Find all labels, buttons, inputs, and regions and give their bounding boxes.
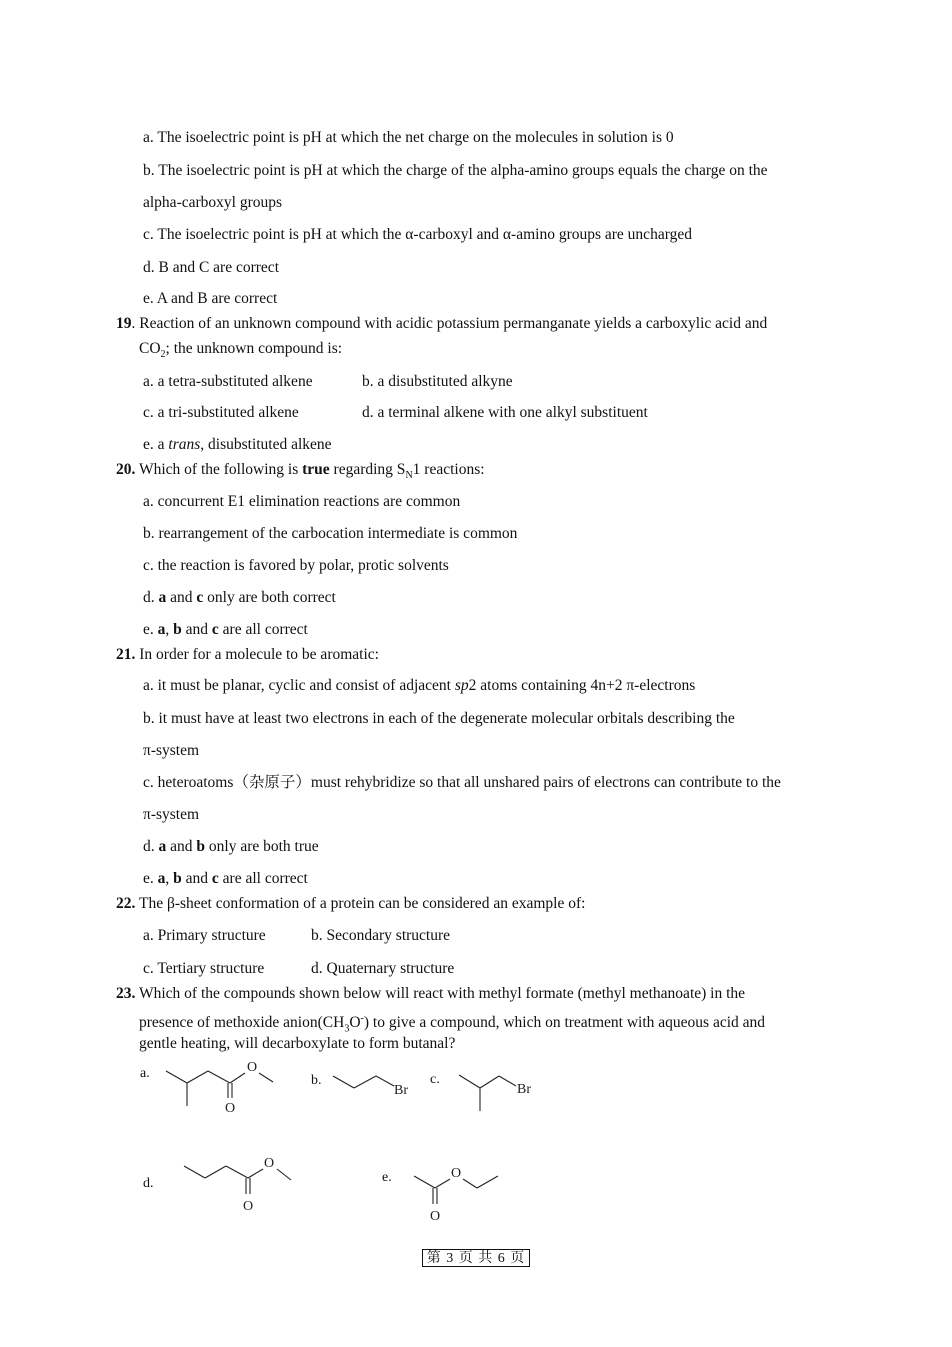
q19-option-d: d. a terminal alkene with one alkyl substituent (362, 404, 648, 421)
q21-option-b-line1: b. it must have at least two electrons in each of the degenerate molecular orbitals describing the (143, 710, 735, 727)
atom-br-b: Br (394, 1083, 408, 1098)
q20-e-comma: , (165, 621, 174, 638)
q22-option-a: a. Primary structure (143, 927, 266, 944)
structure-label-a: a. (140, 1066, 150, 1081)
structure-label-b: b. (311, 1073, 322, 1088)
q22-option-c: c. Tertiary structure (143, 960, 265, 977)
q19-e-post: , disubstituted alkene (200, 436, 332, 453)
q20-text-post: 1 reactions: (412, 461, 485, 478)
q21-text: In order for a molecule to be aromatic: (135, 646, 379, 663)
q21-option-b-line2: π-system (143, 742, 200, 759)
q22-text: The β-sheet conformation of a protein can be considered an example of: (135, 895, 586, 912)
structure-label-e: e. (382, 1170, 392, 1185)
q18-option-c: c. The isoelectric point is pH at which the α-carboxyl and α-amino groups are uncharged (143, 226, 692, 243)
q21-e-post: are all correct (218, 870, 308, 887)
q22-option-d: d. Quaternary structure (311, 960, 455, 977)
structure-c (459, 1075, 531, 1111)
q19-text: . Reaction of an unknown compound with acidic potassium permanganate yields a carboxylic acid and (131, 315, 768, 332)
q20-option-a: a. concurrent E1 elimination reactions are common (143, 493, 461, 510)
q20-d-post: only are both correct (203, 589, 336, 606)
q20-e-b1: a (157, 621, 166, 638)
q22-option-b: b. Secondary structure (311, 927, 451, 944)
q20-option-c: c. the reaction is favored by polar, protic solvents (143, 557, 449, 574)
page-number-footer: 第 3 页 共 6 页 (422, 1249, 530, 1267)
q20-option-b: b. rearrangement of the carbocation intermediate is common (143, 525, 518, 542)
q19-e-pre: e. a (143, 436, 169, 453)
q20-text-mid: regarding S (329, 461, 406, 478)
q19-co2-sub: 2 (160, 349, 166, 361)
q19-option-c: c. a tri-substituted alkene (143, 404, 299, 421)
q20-e-and: and (181, 621, 212, 638)
q21-d-post: only are both true (205, 838, 319, 855)
q19-option-a: a. a tetra-substituted alkene (143, 373, 313, 390)
q21-a-sp: sp (454, 677, 469, 694)
q20-text-bold: true (302, 461, 330, 478)
q19-co: CO (139, 340, 161, 357)
q18-option-b-line1: b. The isoelectric point is pH at which the charge of the alpha-amino groups equals the charge on the (143, 162, 768, 179)
q21-e-and: and (181, 870, 212, 887)
structure-b (333, 1076, 408, 1098)
structure-e (414, 1166, 498, 1224)
q23-stem-line3: gentle heating, will decarboxylate to form butanal? (139, 1035, 456, 1052)
q23-minus-sup: - (360, 1013, 364, 1024)
q19-e-trans: trans (168, 436, 201, 453)
q23-text2-post: ) to give a compound, which on treatment with aqueous acid and (363, 1014, 766, 1032)
q21-d-b2: b (196, 838, 206, 855)
q21-e-b3: c (211, 870, 219, 887)
atom-o-carbonyl-d: O (243, 1199, 254, 1214)
q20-d-mid: and (166, 589, 197, 606)
q20-d-b2: c (196, 589, 204, 606)
q23-text1: Which of the compounds shown below will react with methyl formate (methyl methanoate) in the (135, 985, 746, 1002)
atom-o-ester: O (247, 1060, 258, 1075)
structure-label-d: d. (143, 1176, 154, 1191)
q20-number: 20. (116, 461, 136, 478)
structure-d (184, 1156, 291, 1214)
q19-text2: ; the unknown compound is: (165, 340, 343, 357)
q20-e-b3: c (211, 621, 219, 638)
structure-a (166, 1060, 273, 1116)
q21-number: 21. (116, 646, 136, 663)
atom-o-carbonyl-e: O (430, 1209, 441, 1224)
atom-o-ester-e: O (451, 1166, 462, 1181)
atom-o-ester-d: O (264, 1156, 275, 1171)
q20-e-b2: b (173, 621, 182, 638)
q21-e-comma: , (165, 870, 174, 887)
q21-d-b1: a (158, 838, 167, 855)
q20-e-post: are all correct (218, 621, 308, 638)
q18-option-a: a. The isoelectric point is pH at which the net charge on the molecules in solution is 0 (143, 129, 674, 146)
q22-number: 22. (116, 895, 136, 912)
q20-e-pre: e. (143, 621, 158, 638)
atom-br-c: Br (517, 1082, 531, 1097)
q23-ch3-sub: 3 (344, 1023, 350, 1035)
q21-a-pre: a. it must be planar, cyclic and consist of adjacent (143, 677, 455, 694)
q21-a-post: 2 atoms containing 4n+2 π-electrons (468, 677, 696, 694)
q19-option-b: b. a disubstituted alkyne (362, 373, 513, 390)
q21-d-mid: and (166, 838, 197, 855)
q20-d-b1: a (158, 589, 167, 606)
atom-o-carbonyl: O (225, 1101, 236, 1116)
q21-e-pre: e. (143, 870, 158, 887)
q21-e-b2: b (173, 870, 182, 887)
q18-option-e: e. A and B are correct (143, 290, 278, 307)
q20-text-pre: Which of the following is (135, 461, 303, 478)
q21-d-pre: d. (143, 838, 159, 855)
q18-option-b-line2: alpha-carboxyl groups (143, 194, 283, 211)
q18-option-d: d. B and C are correct (143, 259, 279, 276)
q21-option-c-line2: π-system (143, 806, 200, 823)
q21-option-c-line1: c. heteroatoms（杂原子）must rehybridize so that all unshared pairs of electrons can contribute to the (143, 774, 781, 791)
q23-text2-o: O (349, 1014, 361, 1032)
q23-number: 23. (116, 985, 136, 1002)
q20-d-pre: d. (143, 589, 159, 606)
q23-text2-pre: presence of methoxide anion(CH (139, 1014, 345, 1032)
q19-number: 19 (116, 315, 132, 332)
structure-label-c: c. (430, 1072, 440, 1087)
q21-e-b1: a (157, 870, 166, 887)
q20-sn-sub: N (405, 470, 413, 482)
